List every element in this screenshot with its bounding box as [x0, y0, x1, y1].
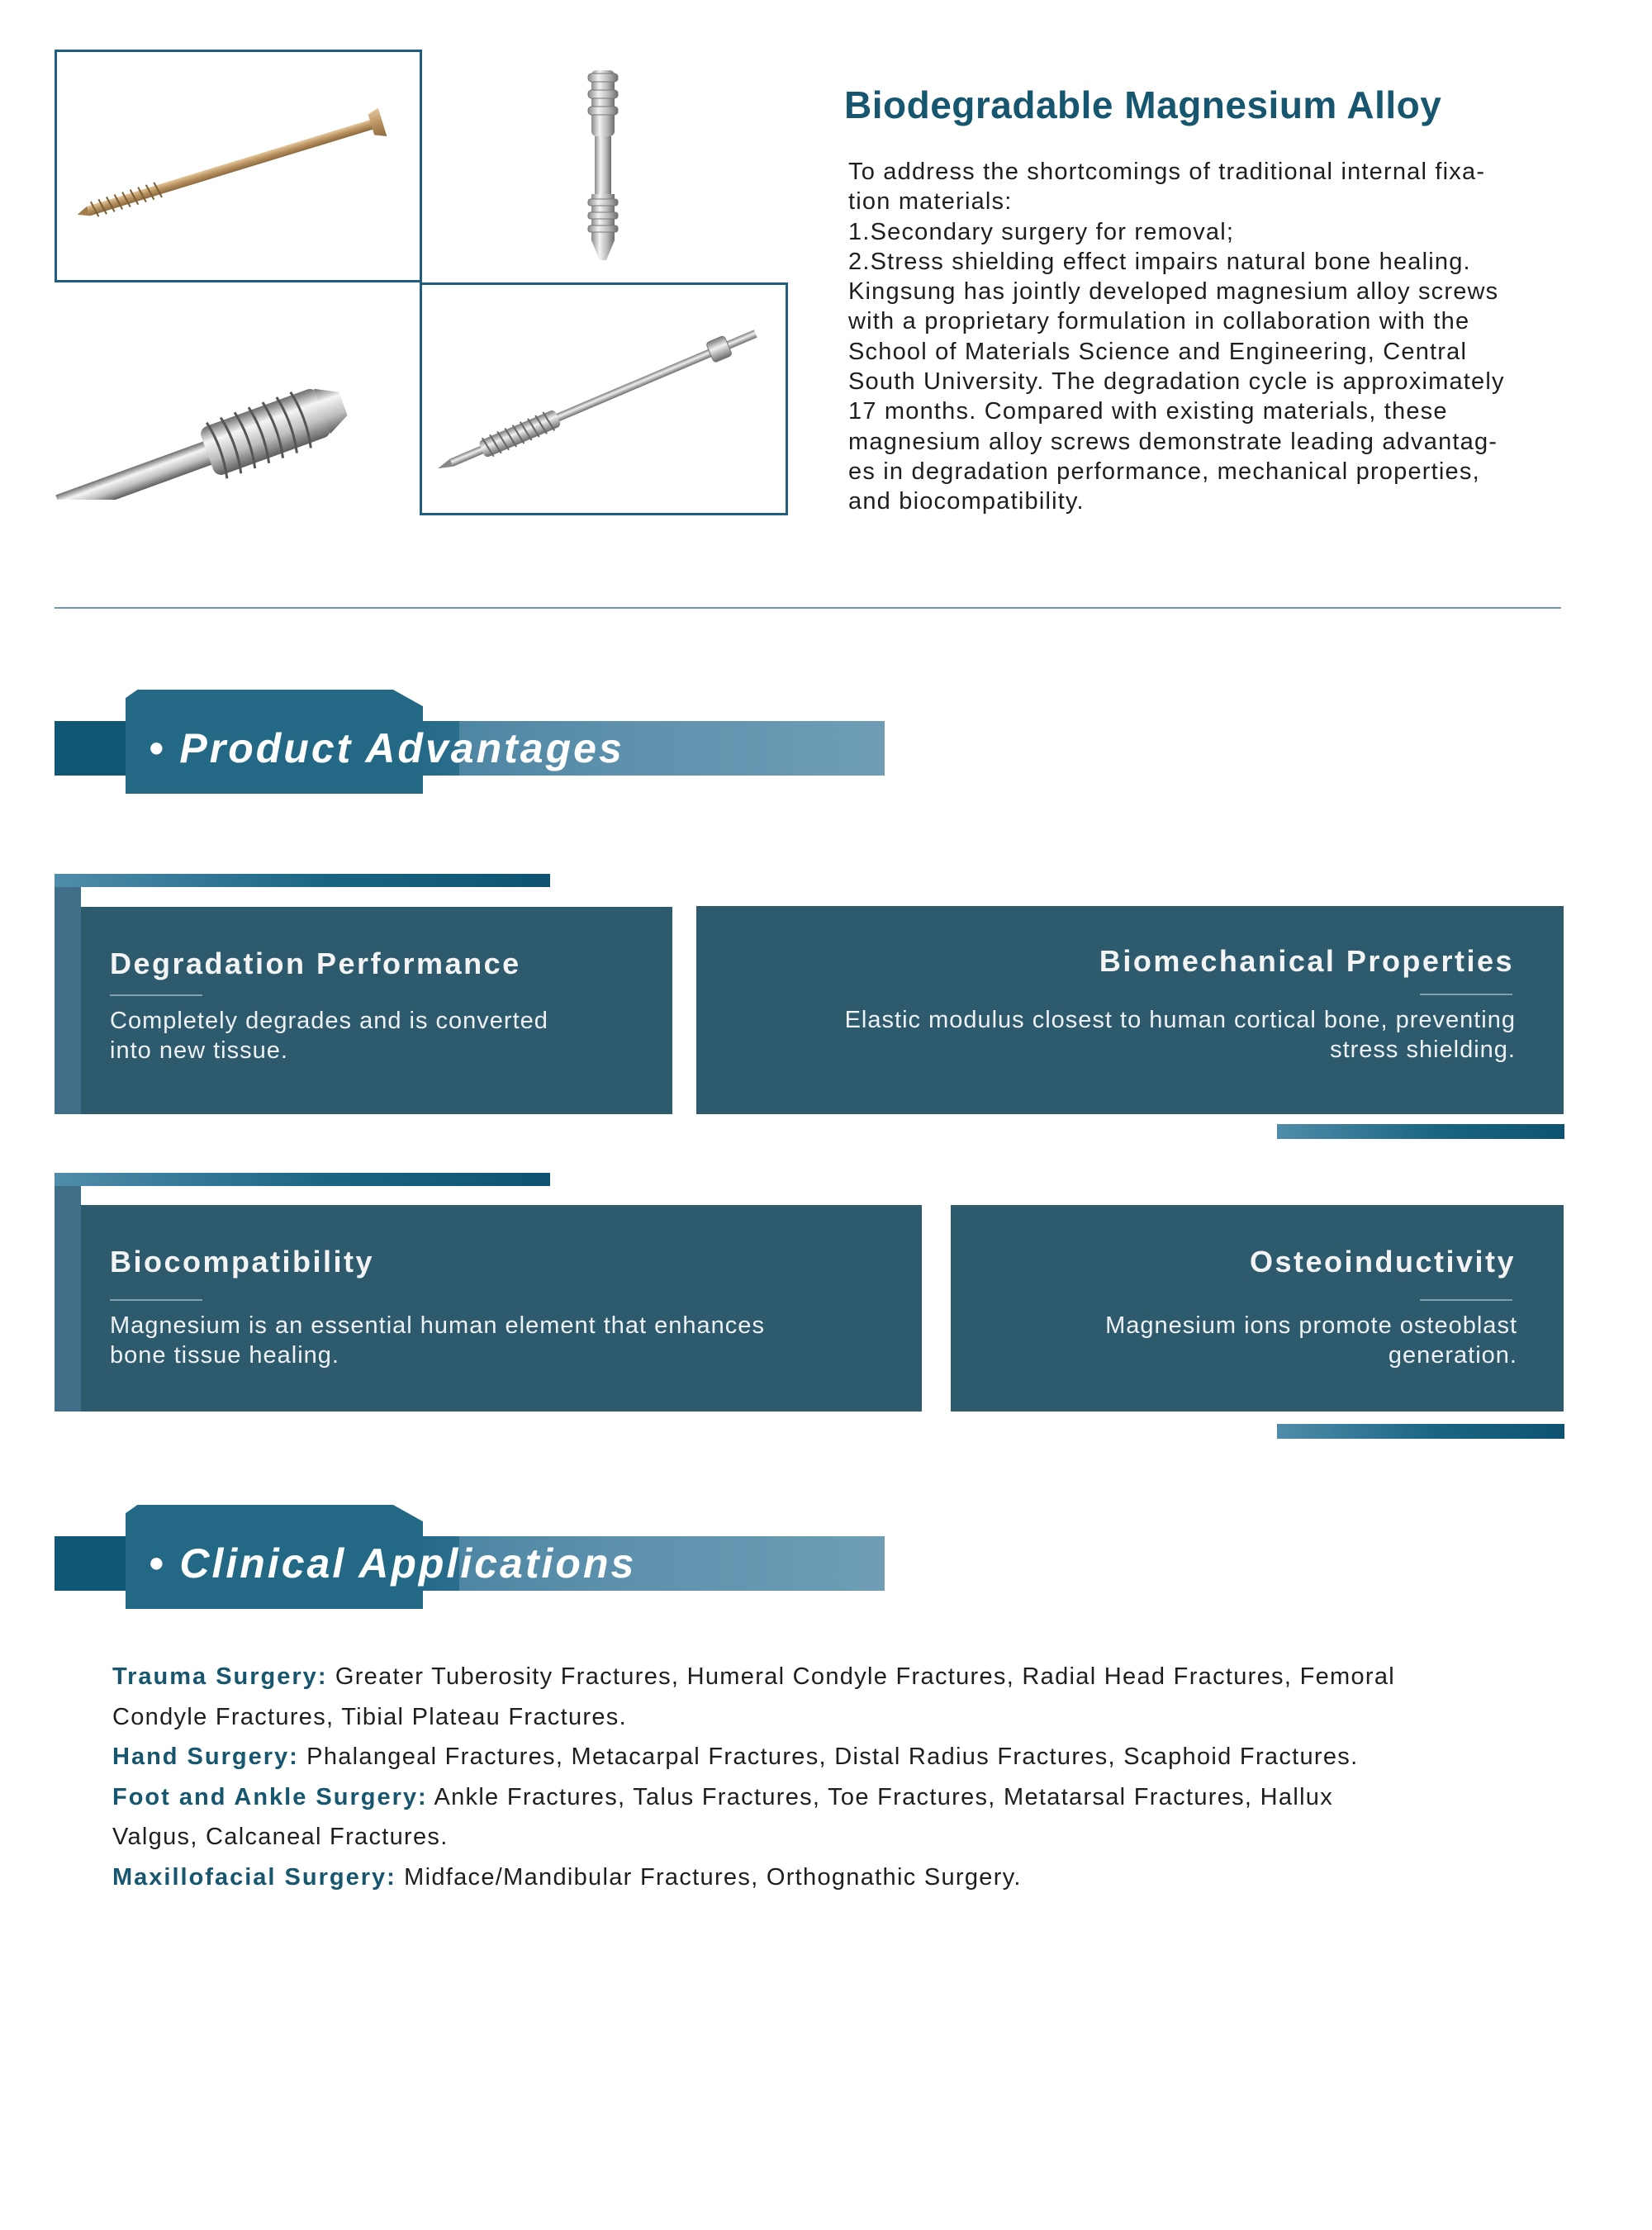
- intro-text: [848, 157, 1625, 517]
- image-gold-screw: [55, 50, 422, 282]
- card-stripe: [1277, 1424, 1564, 1439]
- advantage-card-biocompatibility: [81, 1205, 922, 1412]
- advantage-card-biomechanical: [696, 906, 1564, 1114]
- clinical-text: Ankle Fractures, Talus Fractures, Toe Fractures, Metatarsal Fractures, Hallux: [427, 1783, 1334, 1810]
- card-text: [706, 1005, 1516, 1065]
- card-stripe: [55, 1173, 550, 1186]
- intro-line: 1.Secondary surgery for removal;: [848, 218, 1235, 245]
- advantage-card-degradation: [81, 907, 672, 1114]
- banner-left-block: [55, 1536, 129, 1591]
- advantages-banner: [55, 690, 889, 797]
- card-title-underline: [110, 1299, 202, 1301]
- clinical-label: Trauma Surgery:: [112, 1663, 328, 1690]
- card-title: Biomechanical Properties: [1099, 944, 1514, 978]
- clinical-item: [112, 1777, 1583, 1818]
- intro-line: 2.Stress shielding effect impairs natural bone healing.: [848, 248, 1471, 275]
- card-stripe: [55, 874, 550, 887]
- advantage-card-osteoinductivity: [951, 1205, 1564, 1412]
- clinical-text: Midface/Mandibular Fractures, Orthognathic Surgery.: [396, 1863, 1022, 1891]
- card-title: Biocompatibility: [110, 1245, 375, 1279]
- card-text-line: stress shielding.: [1330, 1037, 1516, 1063]
- clinical-label: Foot and Ankle Surgery:: [112, 1783, 428, 1810]
- card-title-underline: [110, 994, 202, 996]
- intro-line: with a proprietary formulation in collaboration with the: [848, 308, 1470, 335]
- clinical-item-continuation: Condyle Fractures, Tibial Plateau Fractures.: [112, 1703, 627, 1730]
- image-screw-tip: [55, 334, 360, 500]
- card-text: [972, 1311, 1517, 1370]
- card-stripe: [1277, 1124, 1564, 1139]
- clinical-label: Hand Surgery:: [112, 1744, 299, 1770]
- screw-tip-graphic: [55, 334, 360, 500]
- clinical-list: [112, 1657, 1583, 1897]
- clinical-item: [112, 1858, 1583, 1898]
- card-title-underline: [1420, 994, 1512, 995]
- card-accent: [55, 1186, 81, 1412]
- intro-line: magnesium alloy screws demonstrate leading advantag-: [848, 428, 1498, 455]
- card-text-line: generation.: [1388, 1342, 1517, 1369]
- card-text: [110, 1311, 903, 1370]
- clinical-banner: [55, 1505, 889, 1612]
- card-text-line: Magnesium ions promote osteoblast: [1105, 1312, 1517, 1339]
- advantages-heading: • Product Advantages: [149, 725, 624, 771]
- card-text-line: Completely degrades and is converted: [110, 1008, 548, 1034]
- intro-line: and biocompatibility.: [848, 488, 1085, 515]
- card-text-line: Magnesium is an essential human element that enhances: [110, 1312, 765, 1339]
- clinical-text: Greater Tuberosity Fractures, Humeral Condyle Fractures, Radial Head Fractures, Femoral: [327, 1663, 1396, 1690]
- card-title: Degradation Performance: [110, 947, 521, 980]
- clinical-text: Phalangeal Fractures, Metacarpal Fractures, Distal Radius Fractures, Scaphoid Fractures.: [298, 1744, 1359, 1770]
- intro-line: School of Materials Science and Engineering, Central: [848, 338, 1468, 365]
- intro-line: Kingsung has jointly developed magnesium alloy screws: [848, 278, 1499, 306]
- card-title: Osteoinductivity: [1249, 1245, 1516, 1279]
- intro-line: es in degradation performance, mechanical properties,: [848, 458, 1480, 485]
- banner-left-block: [55, 721, 129, 776]
- clinical-item-continuation: Valgus, Calcaneal Fractures.: [112, 1824, 449, 1850]
- image-vertical-screw: [570, 62, 636, 268]
- clinical-label: Maxillofacial Surgery:: [112, 1863, 396, 1891]
- image-long-screw: [420, 282, 788, 515]
- vertical-screw-graphic: [570, 62, 636, 268]
- section-divider: [55, 607, 1561, 609]
- gold-screw-graphic: [57, 52, 420, 280]
- card-text-line: into new tissue.: [110, 1037, 288, 1064]
- card-accent: [55, 887, 81, 1114]
- intro-line: 17 months. Compared with existing materials, these: [848, 398, 1448, 425]
- clinical-item: [112, 1737, 1583, 1777]
- clinical-item: [112, 1657, 1583, 1697]
- card-text: [110, 1006, 655, 1065]
- intro-line: To address the shortcomings of traditional internal fixa-: [848, 159, 1486, 185]
- intro-line: tion materials:: [848, 188, 1013, 216]
- clinical-heading: • Clinical Applications: [149, 1540, 637, 1587]
- card-text-line: Elastic modulus closest to human cortical bone, preventing: [844, 1007, 1516, 1033]
- page-title: Biodegradable Magnesium Alloy: [844, 83, 1442, 126]
- card-text-line: bone tissue healing.: [110, 1342, 339, 1369]
- intro-line: South University. The degradation cycle is approximately: [848, 368, 1505, 396]
- card-title-underline: [1420, 1299, 1512, 1301]
- long-screw-graphic: [422, 285, 786, 513]
